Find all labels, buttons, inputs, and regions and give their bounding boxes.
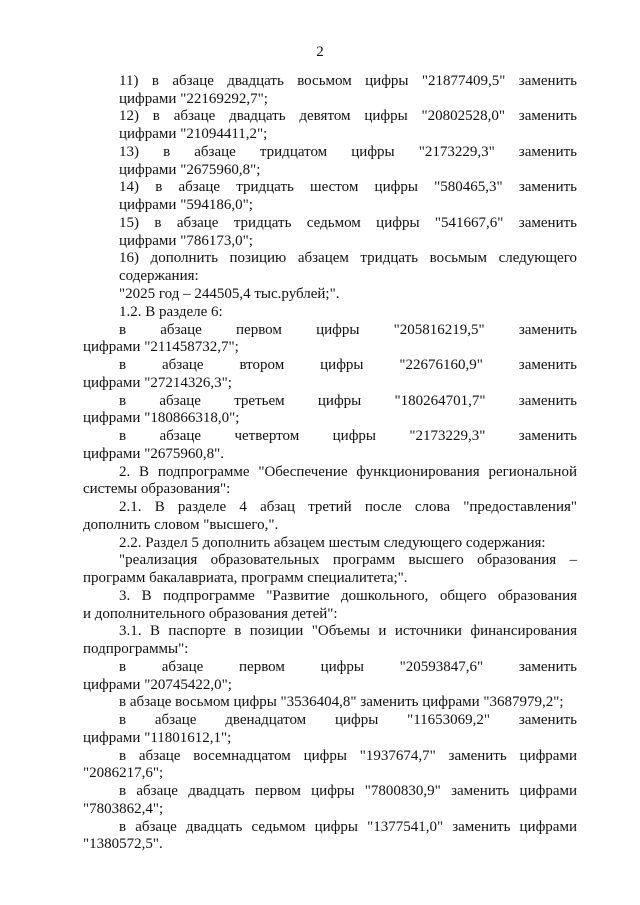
document-body [83, 73, 577, 854]
paragraph-section-1-2: 1.2. В разделе 6: [119, 303, 223, 320]
paragraph-passport-twenty-seventh: в абзаце двадцать седьмом цифры "1377541,0" заменить цифрами "1380572,5". [83, 818, 577, 853]
paragraph-section6-first: в абзаце первом цифры "205816219,5" заменить цифрами "211458732,7"; [83, 321, 577, 356]
paragraph-section6-fourth: в абзаце четвертом цифры "2173229,3" заменить цифрами "2675960,8". [83, 428, 577, 462]
paragraph-item-3-1: 3.1. В паспорте в позиции "Объемы и источники финансирования подпрограммы": [83, 623, 577, 658]
paragraph-amend-15: 15) в абзаце тридцать седьмом цифры "541667,6" заменить цифрами "786173,0"; [119, 214, 577, 249]
paragraph-passport-eighth: в абзаце восьмом цифры "3536404,8" заменить цифрами "3687979,2"; [119, 694, 564, 711]
paragraph-passport-first: в абзаце первом цифры "20593847,6" заменить цифрами "20745422,0"; [83, 658, 577, 693]
paragraph-quote-higher-education: "реализация образовательных программ высшего образования – программ бакалавриата, программ специалитета;". [83, 552, 577, 587]
paragraph-item-3: 3. В подпрограмме "Развитие дошкольного, общего образования и дополнительного образования детей": [83, 587, 577, 622]
paragraph-passport-twelfth: в абзаце двенадцатом цифры "11653069,2" заменить цифрами "11801612,1"; [83, 712, 577, 746]
paragraph-amend-12: 12) в абзаце двадцать девятом цифры "20802528,0" заменить цифрами "21094411,2"; [119, 108, 577, 143]
paragraph-amend-13: 13) в абзаце тридцатом цифры "2173229,3" заменить цифрами "2675960,8"; [119, 143, 577, 178]
paragraph-passport-eighteenth: в абзаце восемнадцатом цифры "1937674,7" заменить цифрами "2086217,6"; [83, 747, 577, 782]
paragraph-item-2-1: 2.1. В разделе 4 абзац третий после слова "предоставления" дополнить словом "высшего,". [83, 499, 577, 533]
paragraph-item-2-2: 2.2. Раздел 5 дополнить абзацем шестым следующего содержания: [119, 534, 546, 551]
paragraph-amend-16: 16) дополнить позицию абзацем тридцать восьмым следующего содержания: [119, 250, 577, 285]
page-number: 2 [316, 44, 324, 60]
paragraph-section6-third: в абзаце третьем цифры "180264701,7" заменить цифрами "180866318,0"; [83, 392, 577, 427]
paragraph-amend-11: 11) в абзаце двадцать восьмом цифры "21877409,5" заменить цифрами "22169292,7"; [119, 73, 577, 107]
paragraph-passport-twenty-first: в абзаце двадцать первом цифры "7800830,9" заменить цифрами "7803862,4"; [83, 783, 577, 817]
paragraph-section6-second: в абзаце втором цифры "22676160,9" заменить цифрами "27214326,3"; [83, 357, 577, 391]
paragraph-quote-2025: "2025 год – 244505,4 тыс.рублей;". [119, 285, 340, 302]
paragraph-item-2: 2. В подпрограмме "Обеспечение функционирования региональной системы образования": [83, 463, 577, 498]
paragraph-amend-14: 14) в абзаце тридцать шестом цифры "580465,3" заменить цифрами "594186,0"; [119, 179, 577, 214]
